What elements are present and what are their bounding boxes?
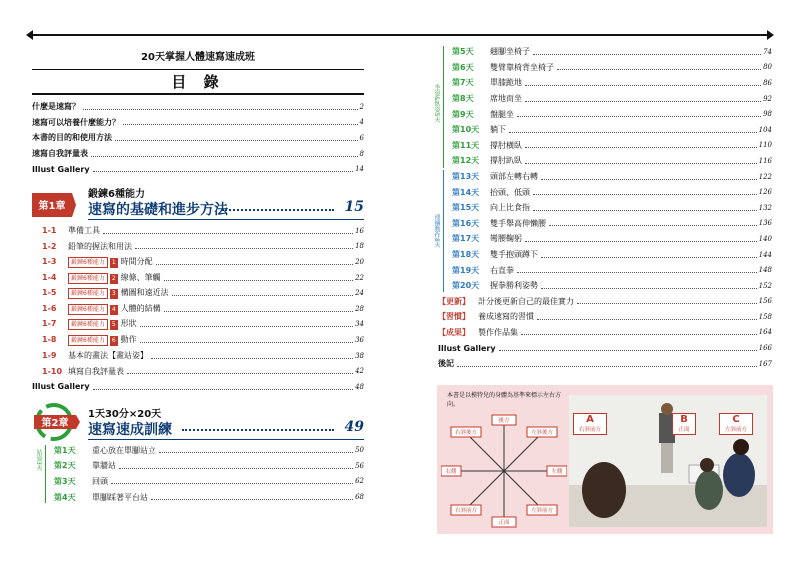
chapter-1-entry[interactable]: 1-1 準備工具 16 [42, 226, 364, 236]
chapter-2-underline [88, 439, 364, 440]
day-entry[interactable]: 第6天 雙臂靠椅背坐椅子 80 [452, 62, 772, 72]
extra-entry[interactable]: 【更新】 計分後更新自己的最佳實力 156 [438, 296, 772, 306]
skill-tag: 鍛鍊6種能力 [68, 319, 108, 330]
top-arrow-rule [28, 34, 772, 36]
chapter-1-underline [88, 219, 364, 220]
chapter-2-page: 49 [344, 418, 364, 435]
skill-number: 6 [111, 336, 116, 344]
chapter-1-page: 15 [344, 198, 364, 215]
day-entry[interactable]: 第7天 單膝跪地 86 [452, 78, 772, 88]
tail-entry[interactable]: Illust Gallery 166 [438, 343, 772, 353]
standing-bracket [45, 445, 46, 503]
skill-number: 2 [111, 274, 116, 282]
chapter-1-entry[interactable]: 1-5 鍛鍊6種能力 3 構圖和遠近法 24 [42, 288, 364, 298]
day-entry[interactable]: 第1天 重心放在單腳站立 50 [54, 445, 364, 455]
sitting-side-label: 坐姿&臥姿5天 [433, 84, 440, 123]
chapter-1-list [32, 223, 364, 395]
chapter-2-subtitle: 1天30分×20天 [88, 408, 162, 420]
day-entry[interactable]: 第15天 向上比食指 132 [452, 203, 772, 213]
skill-number: 3 [111, 290, 116, 298]
skill-tag: 鍛鍊6種能力 [68, 257, 108, 268]
extras-list [438, 294, 772, 341]
dir-back: 後方 [498, 418, 510, 424]
right-page [433, 44, 772, 371]
label-c: C 左斜前方 [719, 413, 753, 435]
day-entry[interactable]: 第2天 靠牆站 56 [54, 461, 364, 471]
skill-tag: 鍛鍊6種能力 [68, 273, 108, 284]
chapter-1-badge [32, 191, 76, 219]
intro-list [32, 99, 364, 177]
dir-left-back: 左斜後方 [530, 430, 554, 436]
day-entry[interactable]: 第8天 席地而坐 92 [452, 94, 772, 104]
direction-diagram [441, 411, 567, 529]
day-entry[interactable]: 第12天 撐肘趴臥 116 [452, 156, 772, 166]
dir-right-back: 右斜後方 [454, 430, 478, 436]
toc-entry[interactable]: 什麼是速寫？ 2 [32, 102, 364, 112]
day-entry[interactable]: 第11天 撐肘橫臥 110 [452, 140, 772, 150]
dir-right-front: 右斜前方 [454, 508, 478, 514]
toc-heading: 目 錄 [32, 69, 364, 95]
chapter-1-entry[interactable]: 1-9 基本的畫法【畫站姿】 38 [42, 351, 364, 361]
chapter-1-entry[interactable]: 1-7 鍛鍊6種能力 5 形狀 34 [42, 319, 364, 329]
book-title: 20天掌握人體速寫速成班 [141, 52, 255, 63]
motion-bracket [443, 170, 444, 292]
day-entry[interactable]: 第18天 雙手抱頭蹲下 144 [452, 250, 772, 260]
chapter-1-title: 速寫的基礎和進步方法 [88, 201, 228, 218]
direction-lines [453, 425, 555, 517]
chapter-1-entry[interactable]: 1-10 填寫自我評量表 42 [42, 366, 364, 376]
day-entry[interactable]: 第10天 躺下 104 [452, 125, 772, 135]
left-page [32, 44, 364, 505]
motion-side-label: 連續動作8天 [433, 214, 440, 248]
skill-tag: 鍛鍊6種能力 [68, 288, 108, 299]
skill-number: 1 [111, 258, 116, 266]
extra-entry[interactable]: 【成果】 製作作品集 164 [438, 327, 772, 337]
day-entry[interactable]: 第17天 彎腰鞠躬 140 [452, 234, 772, 244]
day-entry[interactable]: 第5天 翹腳坐椅子 74 [452, 47, 772, 57]
day-entry[interactable]: 第13天 頭部左轉右轉 122 [452, 172, 772, 182]
toc-entry[interactable]: 速寫自我評量表 8 [32, 149, 364, 159]
label-a: A 右斜前方 [573, 413, 607, 435]
day-entry[interactable]: 第20天 握拳勝利姿勢 152 [452, 281, 772, 291]
chapter-1-header [32, 183, 364, 223]
dir-front: 正面 [498, 520, 510, 526]
tail-entry[interactable]: 後記 167 [438, 359, 772, 369]
classroom-photo [569, 395, 767, 527]
chapter-2-badge [32, 403, 80, 441]
chapter-1-entry[interactable]: 1-8 鍛鍊6種能力 6 動作 36 [42, 334, 364, 344]
chapter-1-entry[interactable]: 1-6 鍛鍊6種能力 4 人體的結構 28 [42, 303, 364, 313]
chapter-2-leader [182, 429, 334, 431]
tail-list [438, 340, 772, 371]
svg-text:第2章: 第2章 [41, 417, 69, 429]
dir-left-front: 左斜前方 [530, 508, 554, 514]
chapter-1-entry[interactable]: 1-3 鍛鍊6種能力 1 時間分配 20 [42, 256, 364, 266]
chapter-2-header [32, 403, 364, 443]
day-entry[interactable]: 第9天 盤腿坐 98 [452, 109, 772, 119]
chapter-1-entry[interactable]: 1-4 鍛鍊6種能力 2 線條、筆觸 22 [42, 272, 364, 282]
direction-panel [437, 385, 773, 534]
chapter-1-leader [222, 209, 334, 211]
day-entry[interactable]: 第14天 抬頭、低頭 126 [452, 187, 772, 197]
skill-number: 5 [111, 321, 116, 329]
chapter-1-gallery[interactable]: Illust Gallery 48 [32, 382, 364, 392]
dir-left: 左側 [551, 469, 563, 475]
standing-side-label: 站姿3天 [35, 448, 42, 471]
svg-text:第1章: 第1章 [38, 200, 66, 212]
toc-entry[interactable]: Illust Gallery 14 [32, 164, 364, 174]
label-b: B 正面 [672, 413, 696, 435]
day-entry[interactable]: 第3天 回頭 62 [54, 476, 364, 486]
toc-entry[interactable]: 速寫可以培養什麼能力？ 4 [32, 117, 364, 127]
day-entry[interactable]: 第4天 單腳踩著平台站 68 [54, 492, 364, 502]
skill-tag: 鍛鍊6種能力 [68, 335, 108, 346]
chapter-2-days [32, 443, 364, 505]
day-entry[interactable]: 第16天 雙手舉高伸懶腰 136 [452, 218, 772, 228]
day-entry[interactable]: 第19天 右直拳 148 [452, 265, 772, 275]
chapter-1-entry[interactable]: 1-2 鉛筆的握法和用法 18 [42, 241, 364, 251]
chapter-2-title: 速寫速成訓練 [88, 421, 172, 438]
right-days [433, 44, 772, 294]
toc-entry[interactable]: 本書的目的和使用方法 6 [32, 133, 364, 143]
extra-entry[interactable]: 【習慣】 養成速寫的習慣 158 [438, 312, 772, 322]
sitting-bracket [443, 46, 444, 168]
direction-note: 本書是以模特兒的身體為基準來標示左右方向。 [447, 392, 562, 408]
skill-number: 4 [111, 305, 116, 313]
chapter-1-subtitle: 鍛鍊6種能力 [88, 188, 145, 200]
dir-right: 右側 [445, 469, 457, 475]
skill-tag: 鍛鍊6種能力 [68, 304, 108, 315]
